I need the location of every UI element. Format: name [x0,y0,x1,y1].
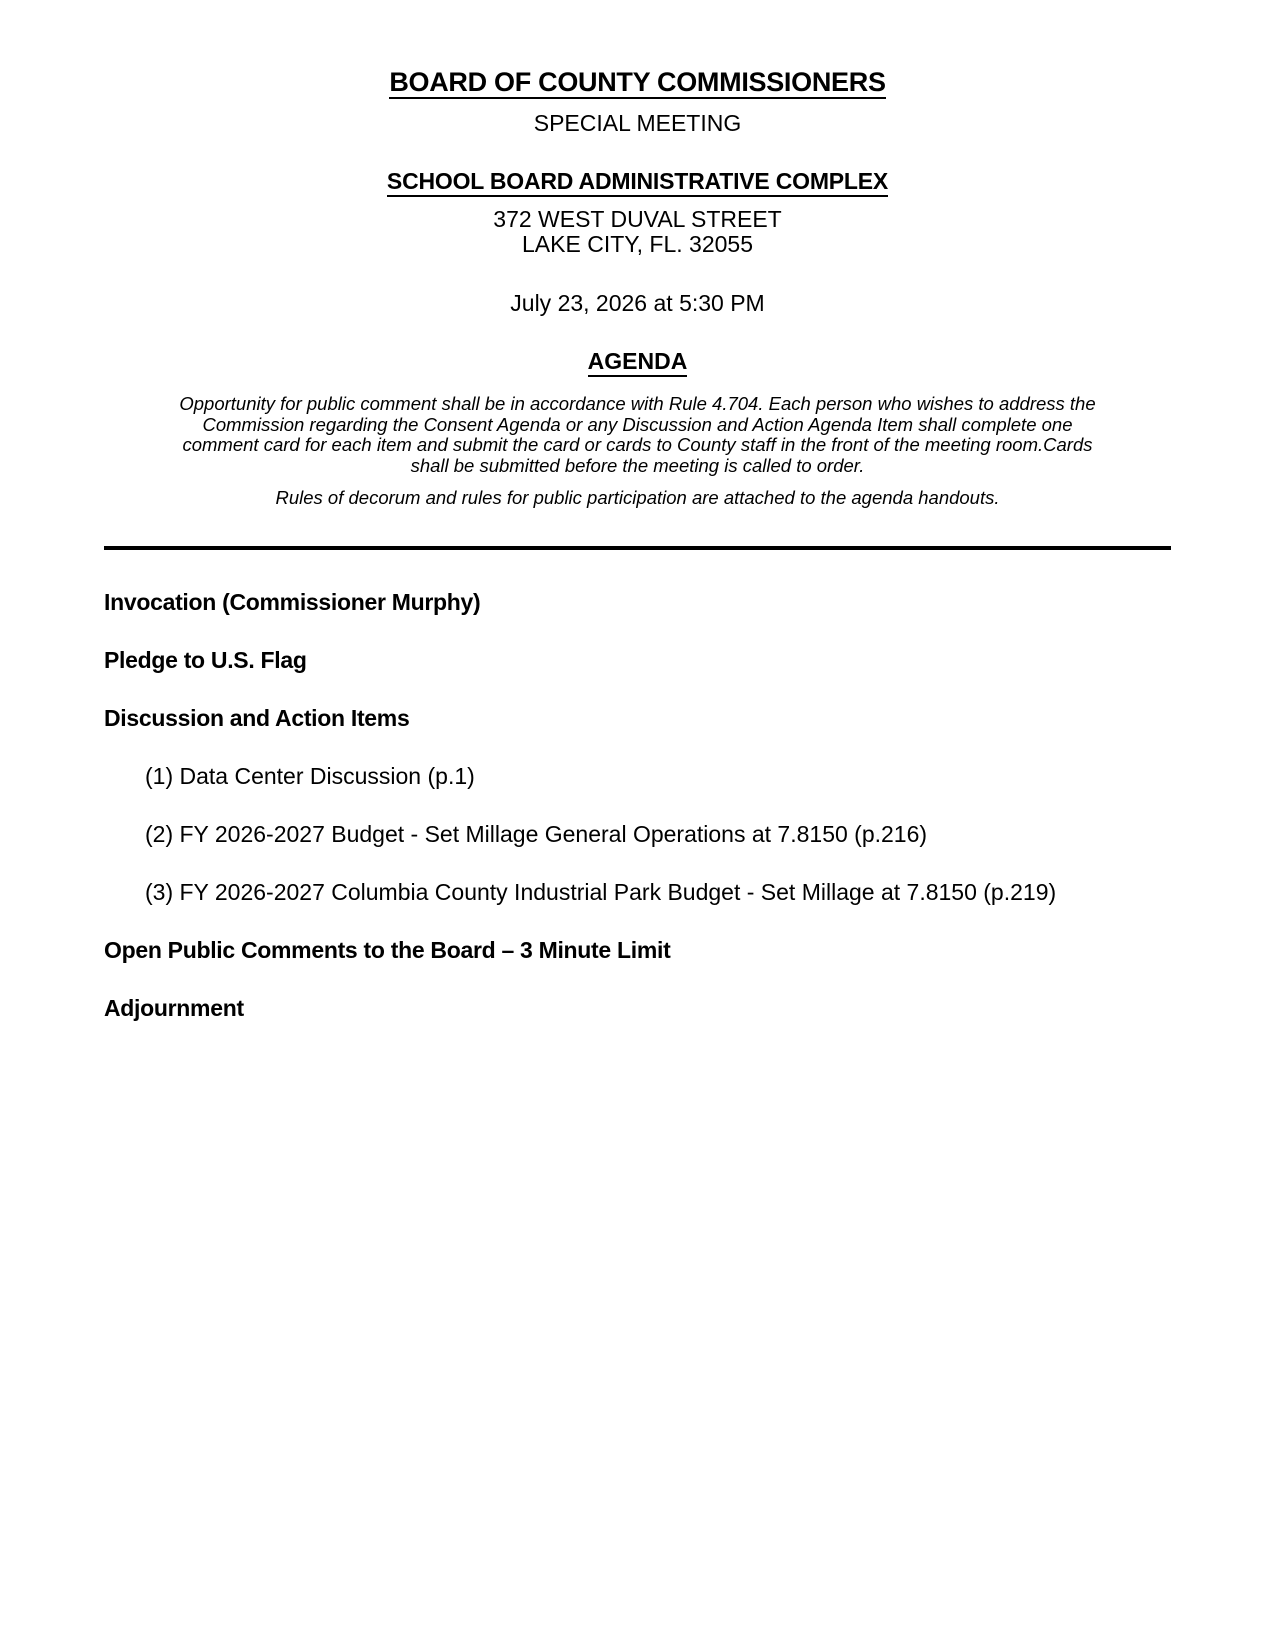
notice-line: Opportunity for public comment shall be in accordance with Rule 4.704. Each person who wishes to address the [179,393,1096,414]
location-title: SCHOOL BOARD ADMINISTRATIVE COMPLEX [387,169,888,197]
board-title-block [0,68,1275,99]
decorum-notice: Rules of decorum and rules for public participation are attached to the agenda handouts. [275,487,1000,508]
agenda-section-pledge: Pledge to U.S. Flag [104,647,307,673]
public-comment-notice [115,394,1160,476]
agenda-section-public-comments: Open Public Comments to the Board – 3 Minute Limit [104,937,671,963]
meeting-datetime: July 23, 2026 at 5:30 PM [510,290,765,316]
agenda-section-adjournment: Adjournment [104,995,244,1021]
header-divider [104,546,1171,550]
agenda-heading-block [0,349,1275,377]
address-line-2: LAKE CITY, FL. 32055 [522,231,753,257]
notice-line: Commission regarding the Consent Agenda or any Discussion and Action Agenda Item shall complete one [202,413,1073,435]
location-title-block [0,169,1275,197]
board-title: BOARD OF COUNTY COMMISSIONERS [389,67,886,97]
agenda-item: (2) FY 2026-2027 Budget - Set Millage General Operations at 7.8150 (p.216) [145,821,928,847]
agenda-item: (3) FY 2026-2027 Columbia County Industrial Park Budget - Set Millage at 7.8150 (p.219) [145,879,1057,905]
agenda-section-discussion: Discussion and Action Items [104,705,410,731]
meeting-type: SPECIAL MEETING [533,110,742,136]
notice-line: shall be submitted before the meeting is called to order. [410,454,865,476]
agenda-heading: AGENDA [588,349,688,377]
address-line-1: 372 WEST DUVAL STREET [493,206,782,232]
notice-line: comment card for each item and submit the card or cards to County staff in the front of the meeting room.Cards [182,434,1093,455]
agenda-item: (1) Data Center Discussion (p.1) [145,763,475,789]
agenda-section-invocation: Invocation (Commissioner Murphy) [104,589,481,615]
